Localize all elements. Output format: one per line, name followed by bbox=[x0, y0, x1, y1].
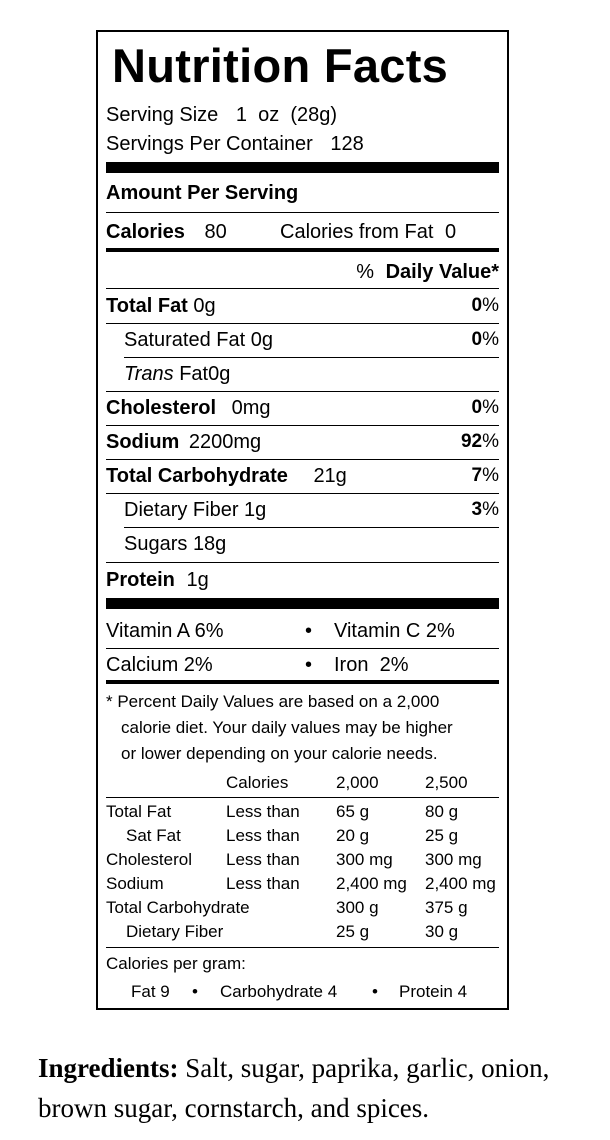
nutrient-row-cholesterol bbox=[106, 397, 271, 420]
calories-label: Calories bbox=[106, 221, 185, 243]
dv-row-2500: 80 g bbox=[425, 802, 459, 821]
dv-row-2500: 2,400 mg bbox=[425, 874, 496, 893]
nutrient-name: Protein bbox=[106, 569, 175, 591]
calories-fat-value: 0 bbox=[444, 221, 457, 243]
nutrient-row-trans-fat bbox=[124, 363, 230, 386]
rule bbox=[106, 459, 499, 460]
pct-number: 3 bbox=[471, 499, 483, 520]
dv-header-2500: 2,500 bbox=[425, 773, 468, 792]
calories-fat-label: Calories from Fat bbox=[280, 221, 434, 243]
dv-row-2500: 25 g bbox=[425, 826, 459, 845]
nutrient-row-saturated-fat bbox=[124, 329, 273, 352]
ingredients-text: Salt, sugar, paprika, garlic, onion, brown sugar, cornstarch, and spices. bbox=[38, 1053, 550, 1123]
dv-row-2500: 375 g bbox=[425, 898, 468, 917]
nutrient-name: Cholesterol bbox=[106, 397, 217, 419]
cpg-carbohydrate: Carbohydrate 4 bbox=[220, 982, 338, 1001]
dv-header-2000: 2,000 bbox=[336, 773, 379, 792]
nutrient-amount: 0g bbox=[250, 329, 273, 351]
nutrient-amount: 21g bbox=[313, 465, 347, 487]
ingredients-label: Ingredients: bbox=[38, 1053, 179, 1083]
cpg-protein: Protein 4 bbox=[399, 982, 468, 1001]
nutrient-name: Total Fat bbox=[106, 295, 188, 317]
pct-sign: % bbox=[482, 465, 499, 486]
ingredients-statement bbox=[38, 1048, 598, 1128]
daily-value-header bbox=[356, 261, 499, 284]
nutrient-amount: 1g bbox=[186, 569, 209, 591]
calories-row bbox=[106, 221, 227, 244]
pct-sign: % bbox=[482, 431, 499, 452]
nutrient-row-protein bbox=[106, 569, 209, 592]
label-title: Nutrition Facts bbox=[112, 39, 449, 92]
dv-row-name: Total Fat bbox=[106, 802, 172, 821]
nutrient-name: Fat bbox=[179, 363, 209, 385]
nutrient-amount: 2200mg bbox=[188, 431, 262, 453]
dv-row-name: Cholesterol bbox=[106, 850, 192, 869]
nutrient-name: Sugars bbox=[124, 533, 188, 555]
dv-row-qualifier: Less than bbox=[226, 874, 300, 893]
nutrient-row-sodium bbox=[106, 431, 261, 454]
rule bbox=[106, 323, 499, 324]
cpg-bullet: • bbox=[192, 982, 198, 1001]
dv-row-2500: 30 g bbox=[425, 922, 459, 941]
nutrient-name: Saturated Fat bbox=[124, 329, 246, 351]
rule-thick-1 bbox=[106, 162, 499, 173]
nutrient-row-total-carbohydrate bbox=[106, 465, 347, 488]
dv-row-2000: 300 mg bbox=[336, 850, 393, 869]
calories-from-fat bbox=[280, 221, 456, 244]
nutrient-amount: 0g bbox=[208, 363, 231, 385]
pct-sign: % bbox=[482, 329, 499, 350]
footnote-line: or lower depending on your calorie needs. bbox=[121, 744, 438, 763]
vitamin-bullet: • bbox=[305, 620, 313, 642]
nutrient-pct bbox=[472, 499, 499, 521]
daily-value-label: Daily Value* bbox=[385, 261, 499, 283]
dv-row-2000: 300 g bbox=[336, 898, 379, 917]
dv-row-2000: 65 g bbox=[336, 802, 370, 821]
rule bbox=[106, 648, 499, 649]
pct-symbol: % bbox=[356, 261, 375, 283]
nutrient-pct bbox=[472, 329, 499, 351]
dv-row-qualifier: Less than bbox=[226, 826, 300, 845]
nutrient-name: Dietary Fiber bbox=[124, 499, 239, 521]
rule bbox=[124, 527, 499, 528]
vitamin-right: Vitamin C 2% bbox=[334, 620, 455, 642]
nutrient-name: Sodium bbox=[106, 431, 180, 453]
rule-thick-2 bbox=[106, 598, 499, 609]
pct-sign: % bbox=[482, 499, 499, 520]
nutrient-row-total-fat bbox=[106, 295, 216, 318]
dv-row-2000: 20 g bbox=[336, 826, 370, 845]
dv-header-calories: Calories bbox=[226, 773, 289, 792]
dv-row-qualifier: Less than bbox=[226, 802, 300, 821]
nutrient-row-dietary-fiber bbox=[124, 499, 266, 522]
vitamin-left: Calcium 2% bbox=[106, 654, 213, 676]
nutrition-facts-label bbox=[96, 30, 509, 1010]
cpg-fat: Fat 9 bbox=[131, 982, 170, 1001]
pct-sign: % bbox=[482, 397, 499, 418]
rule bbox=[106, 797, 499, 798]
nutrient-pct bbox=[472, 295, 499, 317]
pct-number: 0 bbox=[471, 329, 483, 350]
dv-row-name: Sodium bbox=[106, 874, 164, 893]
rule-medium bbox=[106, 680, 499, 684]
dv-row-name: Total Carbohydrate bbox=[106, 898, 250, 917]
servings-label: Servings Per Container bbox=[106, 133, 313, 155]
serving-size bbox=[106, 104, 337, 127]
vitamin-bullet: • bbox=[305, 654, 313, 676]
pct-number: 0 bbox=[471, 397, 483, 418]
dv-row-2000: 2,400 mg bbox=[336, 874, 407, 893]
dv-row-qualifier: Less than bbox=[226, 850, 300, 869]
nutrient-pct bbox=[461, 431, 499, 453]
nutrient-pct bbox=[472, 465, 499, 487]
rule bbox=[106, 212, 499, 213]
nutrient-row-sugars bbox=[124, 533, 226, 556]
pct-number: 7 bbox=[471, 465, 483, 486]
vitamin-left: Vitamin A 6% bbox=[106, 620, 224, 642]
amount-per-serving: Amount Per Serving bbox=[106, 182, 299, 204]
nutrient-amount: 0g bbox=[193, 295, 216, 317]
servings-value: 128 bbox=[330, 133, 364, 155]
pct-number: 0 bbox=[471, 295, 483, 316]
dv-row-name: Sat Fat bbox=[126, 826, 181, 845]
footnote-line: calorie diet. Your daily values may be higher bbox=[121, 718, 453, 737]
nutrient-amount: 1g bbox=[244, 499, 267, 521]
cpg-bullet: • bbox=[372, 982, 378, 1001]
nutrient-pct bbox=[472, 397, 499, 419]
calories-per-gram-label: Calories per gram: bbox=[106, 954, 246, 973]
pct-sign: % bbox=[482, 295, 499, 316]
dv-row-2500: 300 mg bbox=[425, 850, 482, 869]
dv-row-2000: 25 g bbox=[336, 922, 370, 941]
footnote-line: * Percent Daily Values are based on a 2,000 bbox=[106, 692, 440, 711]
rule-medium bbox=[106, 248, 499, 252]
serving-size-label: Serving Size bbox=[106, 104, 219, 126]
rule bbox=[106, 425, 499, 426]
rule bbox=[106, 493, 499, 494]
nutrient-amount: 18g bbox=[192, 533, 227, 555]
nutrient-name-italic: Trans bbox=[124, 363, 174, 385]
calories-value: 80 bbox=[204, 221, 227, 243]
rule bbox=[124, 357, 499, 358]
rule bbox=[106, 562, 499, 563]
servings-per-container bbox=[106, 133, 364, 156]
rule bbox=[106, 391, 499, 392]
nutrient-amount: 0mg bbox=[231, 397, 271, 419]
rule bbox=[106, 288, 499, 289]
rule bbox=[106, 947, 499, 948]
nutrient-name: Total Carbohydrate bbox=[106, 465, 288, 487]
serving-size-value: 1 oz (28g) bbox=[235, 104, 338, 126]
vitamin-right: Iron 2% bbox=[334, 654, 409, 676]
dv-row-name: Dietary Fiber bbox=[126, 922, 224, 941]
pct-number: 92 bbox=[460, 431, 483, 452]
